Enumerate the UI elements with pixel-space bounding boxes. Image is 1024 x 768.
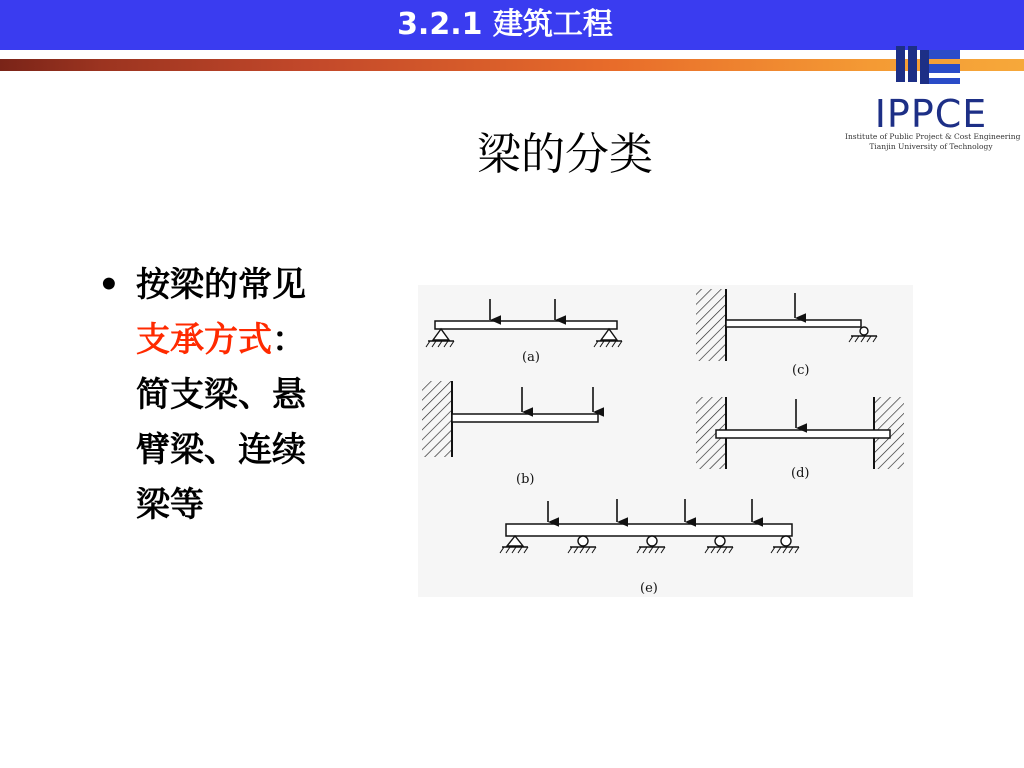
bullet-text-after: ：简支梁、悬臂梁、连续梁等 xyxy=(136,320,306,525)
beam-support-diagram xyxy=(418,285,913,597)
diagram-c-propped-cantilever xyxy=(696,289,877,378)
diagram-d-fixed-beam xyxy=(696,397,904,481)
header-title: 3.2.1 建筑工程 xyxy=(397,7,613,42)
diagram-d-label: (d) xyxy=(791,466,810,481)
logo-emblem-icon xyxy=(893,42,973,92)
diagram-b-cantilever xyxy=(422,381,598,487)
logo-wordmark: IPPCE xyxy=(874,92,988,136)
diagram-e-continuous-beam xyxy=(500,499,799,596)
beam-diagrams-svg xyxy=(418,285,913,597)
diagram-e-label: (e) xyxy=(640,581,658,596)
logo-subtitle-university: Tianjin University of Technology xyxy=(869,142,993,151)
diagram-a-simply-supported xyxy=(426,299,622,365)
bullet-dot-icon: • xyxy=(98,265,120,305)
bullet-text xyxy=(136,258,320,533)
diagram-b-label: (b) xyxy=(516,472,535,487)
slide-title: 梁的分类 xyxy=(477,129,653,180)
logo-subtitle-institute: Institute of Public Project & Cost Engineering xyxy=(845,132,1021,141)
bullet-text-before: 按梁的常见 xyxy=(136,265,306,305)
diagram-a-label: (a) xyxy=(522,350,540,365)
bullet-highlight: 支承方式 xyxy=(136,320,272,360)
ippce-logo xyxy=(845,42,1020,157)
diagram-c-label: (c) xyxy=(792,363,810,378)
